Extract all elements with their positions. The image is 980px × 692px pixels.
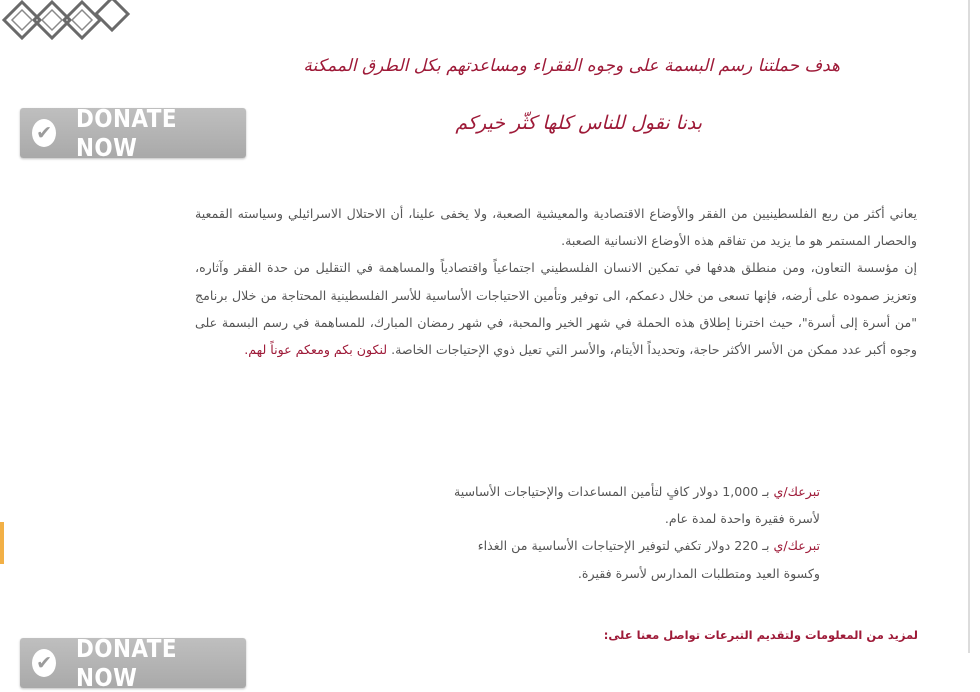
pattern-logo-icon xyxy=(0,0,140,42)
contact-heading: لمزيد من المعلومات ولتقديم التبرعات تواصل معنا على: xyxy=(603,628,918,642)
paragraph-mission-text: إن مؤسسة التعاون، ومن منطلق هدفها في تمكين الانسان الفلسطيني اجتماعياً واقتصادياً والمساهمة في التقليل من حدة الفقر وآثاره، وتعزيز صموده على أرضه، فإنها تسعى من خلال دعمكم، الى توفير وتأمين الاحتياجات الأساسية للأسر الفلسطينية المحتاجة من خلال برنامج "من أسرة إلى أسرة"، حيث اخترنا إطلاق هذه الحملة في شهر الخير والمحبة، في شهر رمضان المبارك، للمساهمة في رسم البسمة على وجوه أكبر عدد ممكن من الأسر الأكثر حاجة، وتحديداً الأيتام، والأسر التي تعيل ذوي الإحتياجات الخاصة. xyxy=(195,260,917,358)
tier-220-brand: تبرعك/ي xyxy=(773,538,820,554)
side-accent-tab[interactable] xyxy=(0,522,4,564)
tier-1000-text: بـ 1,000 دولار كافٍ لتأمين المساعدات والإحتياجات الأساسية xyxy=(453,484,770,499)
tier-1000-line2: لأسرة فقيرة واحدة لمدة عام. xyxy=(664,511,820,527)
paragraph-mission-highlight: لنكون بكم ومعكم عوناً لهم. xyxy=(244,342,388,358)
donate-now-button[interactable] xyxy=(20,104,246,162)
tier-220-line2: وكسوة العيد ومتطلبات المدارس لأسرة فقيرة. xyxy=(577,565,820,581)
campaign-description xyxy=(195,200,917,363)
tier-1000 xyxy=(300,478,820,505)
headline-line-2: بدنا نقول للناس كلها كثّر خيركم xyxy=(455,112,702,134)
check-icon: ✔ xyxy=(32,649,56,677)
headline-line-1: هدف حملتنا رسم البسمة على وجوه الفقراء ومساعدتهم بكل الطرق الممكنة xyxy=(303,56,840,76)
donate-button-label: DONATE NOW xyxy=(76,634,178,692)
right-divider xyxy=(968,0,970,653)
donation-tiers xyxy=(300,478,820,587)
paragraph-mission xyxy=(195,254,917,363)
tier-220-text: بـ 220 دولار تكفي لتوفير الإحتياجات الأساسية من الغذاء xyxy=(477,538,770,554)
tier-220 xyxy=(300,532,820,559)
donate-button-label: DONATE NOW xyxy=(76,104,178,162)
tier-1000-brand: تبرعك/ي xyxy=(773,484,820,499)
donate-now-button-bottom[interactable] xyxy=(20,634,246,692)
paragraph-poverty: يعاني أكثر من ربع الفلسطينيين من الفقر والأوضاع الاقتصادية والمعيشية الصعبة، ولا يخفى علينا، أن الاحتلال الاسرائيلي وسياسته القمعية والحصار المستمر هو ما يزيد من تفاقم هذه الأوضاع الانسانية الصعبة. xyxy=(195,206,917,249)
check-icon: ✔ xyxy=(32,119,56,147)
